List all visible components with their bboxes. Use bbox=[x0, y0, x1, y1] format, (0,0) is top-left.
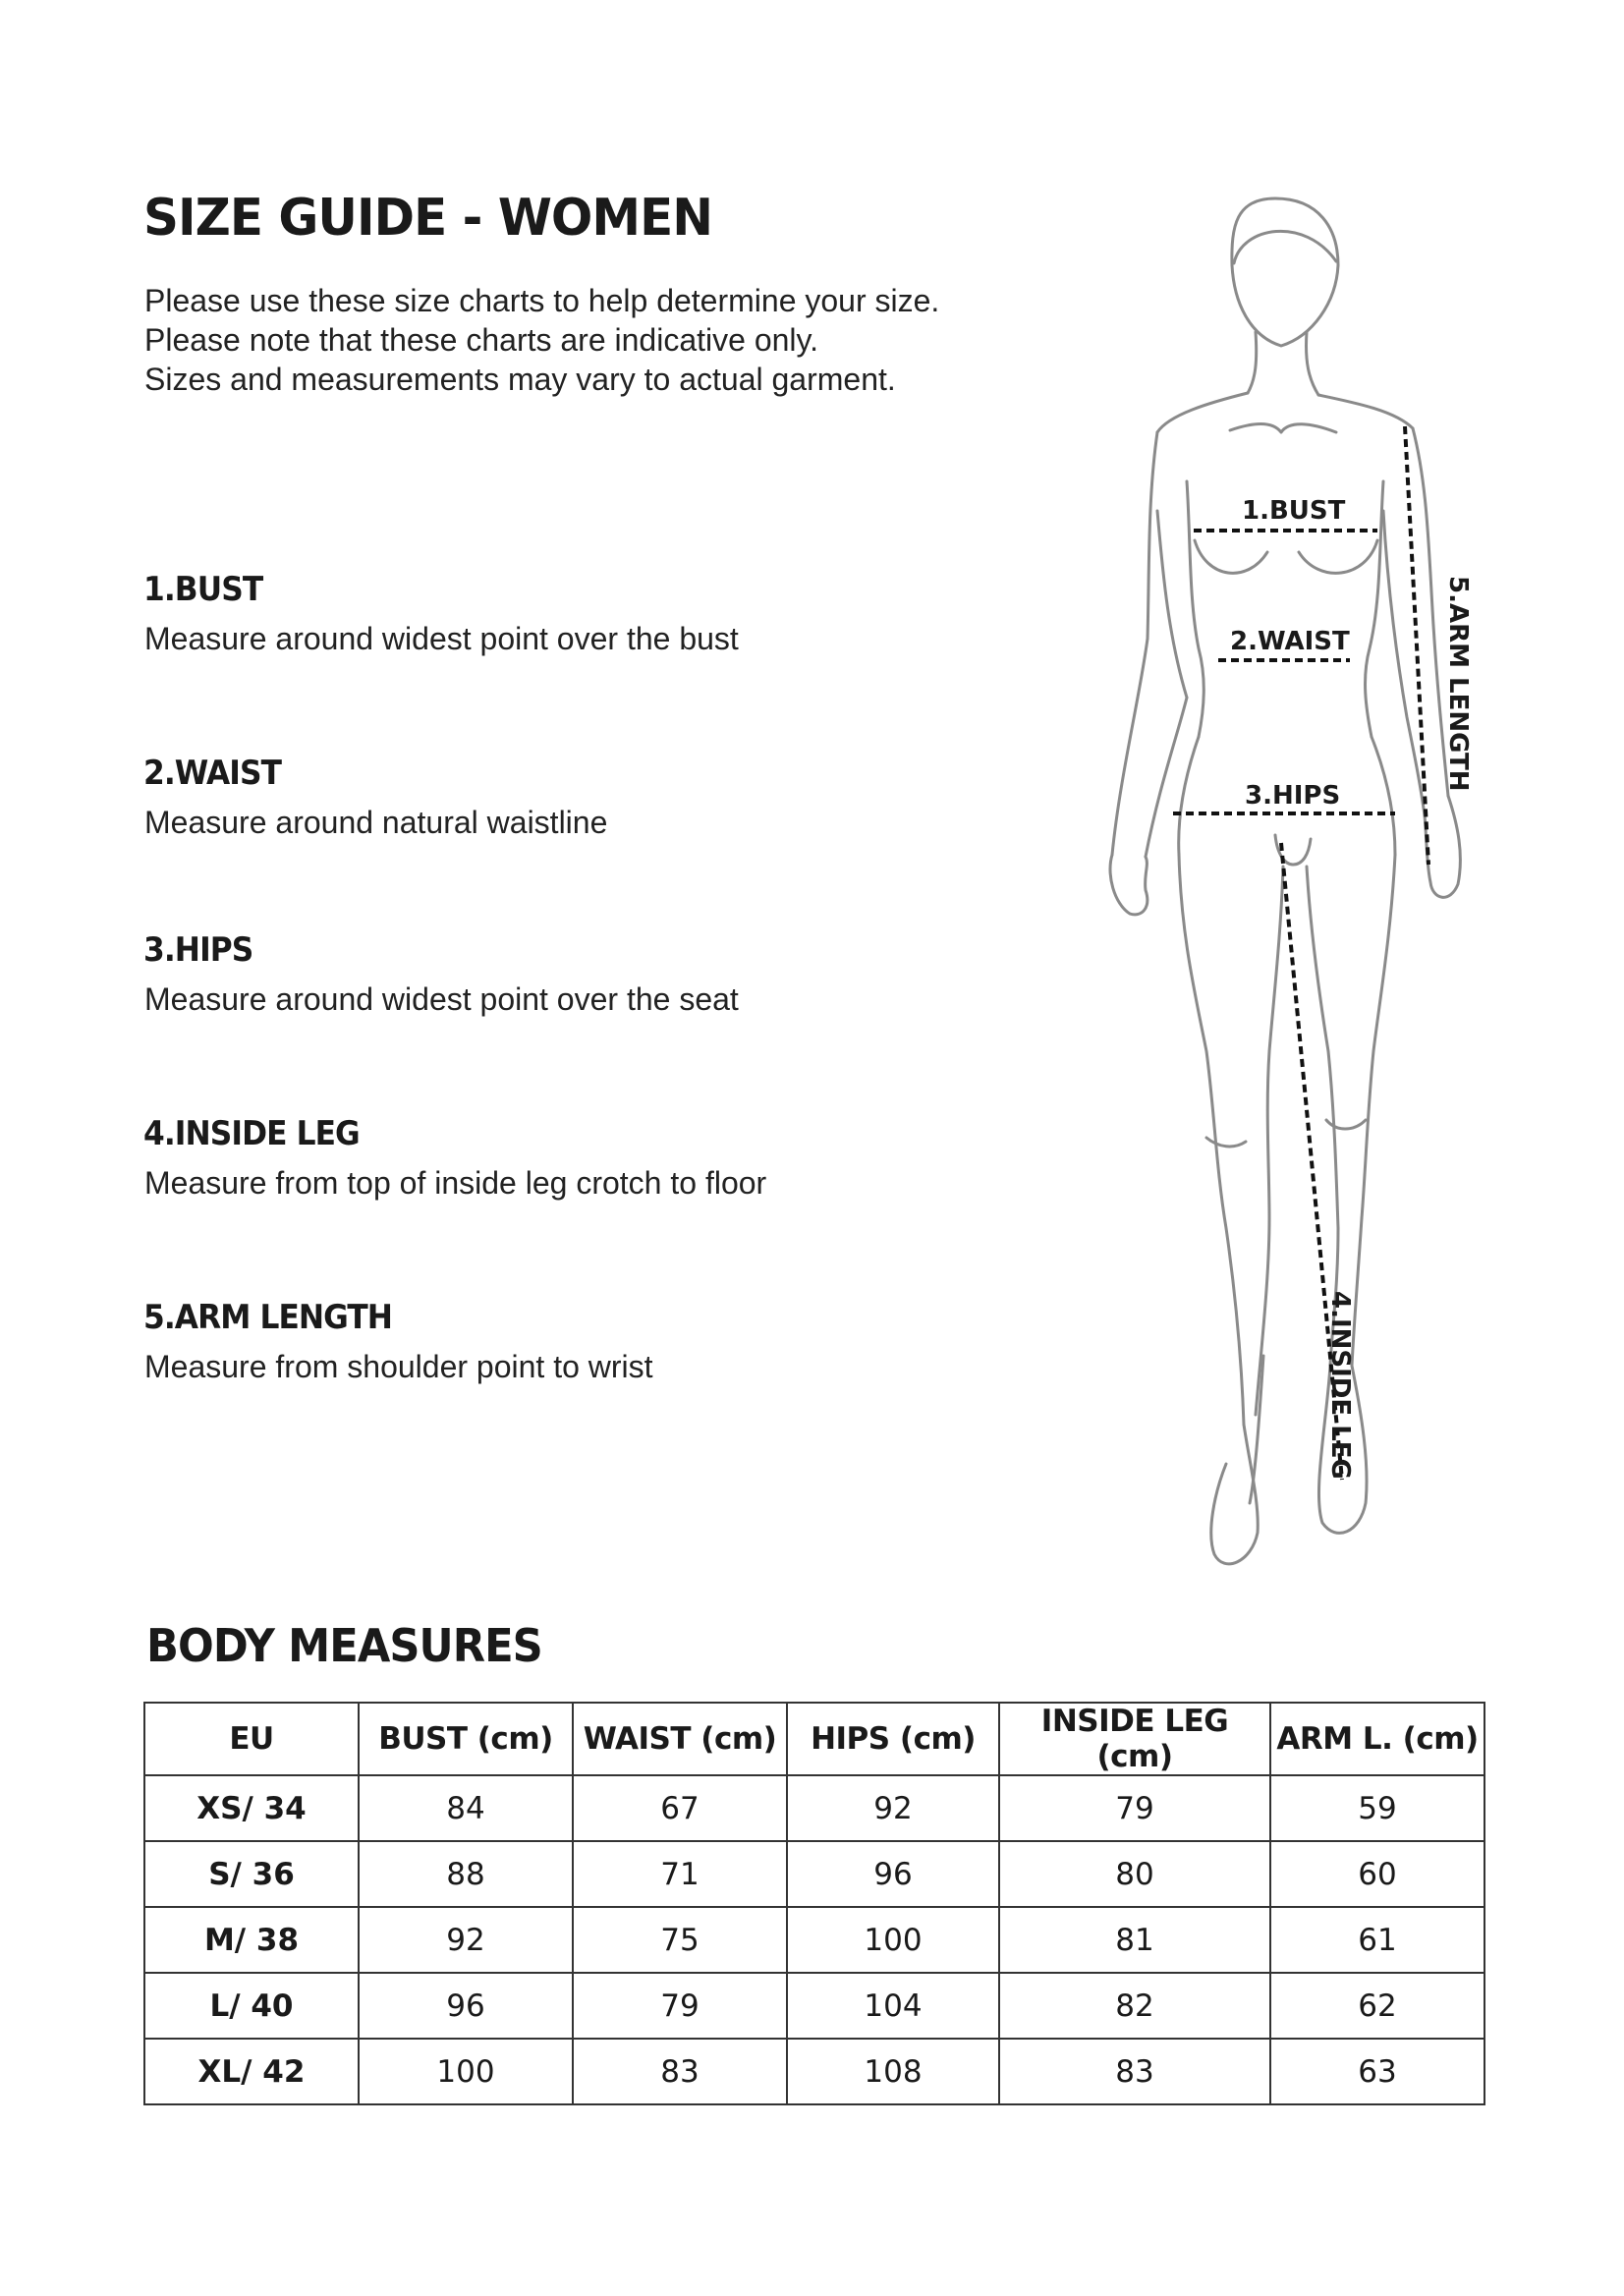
bust-cell: 88 bbox=[359, 1841, 573, 1907]
measure-inside-leg bbox=[143, 1114, 1028, 1202]
column-header-hips: HIPS (cm) bbox=[787, 1703, 999, 1775]
table-header-row bbox=[144, 1703, 1484, 1775]
bust-cell: 100 bbox=[359, 2039, 573, 2104]
measure-title: 1.BUST bbox=[143, 570, 263, 609]
arm-length-cell: 59 bbox=[1270, 1775, 1484, 1841]
body-measures-title: BODY MEASURES bbox=[146, 1619, 542, 1672]
size-cell: XS/ 34 bbox=[144, 1775, 359, 1841]
table-row bbox=[144, 2039, 1484, 2104]
bust-cell: 96 bbox=[359, 1973, 573, 2039]
waist-cell: 83 bbox=[573, 2039, 787, 2104]
measure-bust bbox=[143, 570, 1028, 657]
column-header-arm-length: ARM L. (cm) bbox=[1270, 1703, 1484, 1775]
page-title: SIZE GUIDE - WOMEN bbox=[143, 189, 713, 248]
arm-length-cell: 61 bbox=[1270, 1907, 1484, 1973]
hips-cell: 104 bbox=[787, 1973, 999, 2039]
column-header-inside-leg: INSIDE LEG (cm) bbox=[999, 1703, 1270, 1775]
body-figure bbox=[1041, 187, 1493, 1631]
measure-hips bbox=[143, 930, 1028, 1018]
table-row bbox=[144, 1841, 1484, 1907]
bust-label: 1.BUST bbox=[1242, 496, 1346, 526]
intro-line: Sizes and measurements may vary to actual garment. bbox=[144, 362, 896, 397]
inside-leg-cell: 79 bbox=[999, 1775, 1270, 1841]
intro-line: Please use these size charts to help determine your size. bbox=[144, 283, 940, 318]
intro-text bbox=[144, 281, 1029, 399]
size-cell: S/ 36 bbox=[144, 1841, 359, 1907]
measure-description: Measure around natural waistline bbox=[144, 805, 608, 840]
waist-label: 2.WAIST bbox=[1230, 627, 1350, 656]
inside-leg-cell: 80 bbox=[999, 1841, 1270, 1907]
measure-waist bbox=[143, 754, 1028, 841]
measure-description: Measure around widest point over the bust bbox=[144, 621, 739, 656]
inside-leg-cell: 82 bbox=[999, 1973, 1270, 2039]
table-row bbox=[144, 1775, 1484, 1841]
measure-description: Measure around widest point over the seat bbox=[144, 981, 739, 1017]
arm-length-label: 5.ARM LENGTH bbox=[1443, 576, 1473, 792]
waist-cell: 67 bbox=[573, 1775, 787, 1841]
bust-cell: 92 bbox=[359, 1907, 573, 1973]
measure-title: 4.INSIDE LEG bbox=[143, 1114, 360, 1153]
measure-title: 2.WAIST bbox=[143, 754, 282, 793]
bust-cell: 84 bbox=[359, 1775, 573, 1841]
column-header-eu: EU bbox=[144, 1703, 359, 1775]
hips-cell: 108 bbox=[787, 2039, 999, 2104]
size-table bbox=[143, 1702, 1485, 2105]
waist-cell: 71 bbox=[573, 1841, 787, 1907]
hips-label: 3.HIPS bbox=[1245, 781, 1341, 811]
intro-line: Please note that these charts are indicative only. bbox=[144, 322, 819, 358]
size-cell: XL/ 42 bbox=[144, 2039, 359, 2104]
waist-cell: 79 bbox=[573, 1973, 787, 2039]
measure-description: Measure from shoulder point to wrist bbox=[144, 1349, 653, 1384]
arm-length-cell: 63 bbox=[1270, 2039, 1484, 2104]
inside-leg-cell: 81 bbox=[999, 1907, 1270, 1973]
measure-arm-length bbox=[143, 1298, 1028, 1385]
hips-cell: 96 bbox=[787, 1841, 999, 1907]
column-header-waist: WAIST (cm) bbox=[573, 1703, 787, 1775]
measure-title: 3.HIPS bbox=[143, 930, 253, 970]
size-cell: L/ 40 bbox=[144, 1973, 359, 2039]
body-silhouette-illustration bbox=[1041, 187, 1493, 1631]
hips-cell: 92 bbox=[787, 1775, 999, 1841]
measure-description: Measure from top of inside leg crotch to floor bbox=[144, 1165, 767, 1201]
table-row bbox=[144, 1973, 1484, 2039]
inside-leg-label: 4.INSIDE LEG bbox=[1325, 1291, 1355, 1480]
measure-title: 5.ARM LENGTH bbox=[143, 1298, 393, 1337]
inside-leg-cell: 83 bbox=[999, 2039, 1270, 2104]
column-header-bust: BUST (cm) bbox=[359, 1703, 573, 1775]
table-row bbox=[144, 1907, 1484, 1973]
waist-cell: 75 bbox=[573, 1907, 787, 1973]
arm-length-cell: 60 bbox=[1270, 1841, 1484, 1907]
size-cell: M/ 38 bbox=[144, 1907, 359, 1973]
arm-length-cell: 62 bbox=[1270, 1973, 1484, 2039]
hips-cell: 100 bbox=[787, 1907, 999, 1973]
